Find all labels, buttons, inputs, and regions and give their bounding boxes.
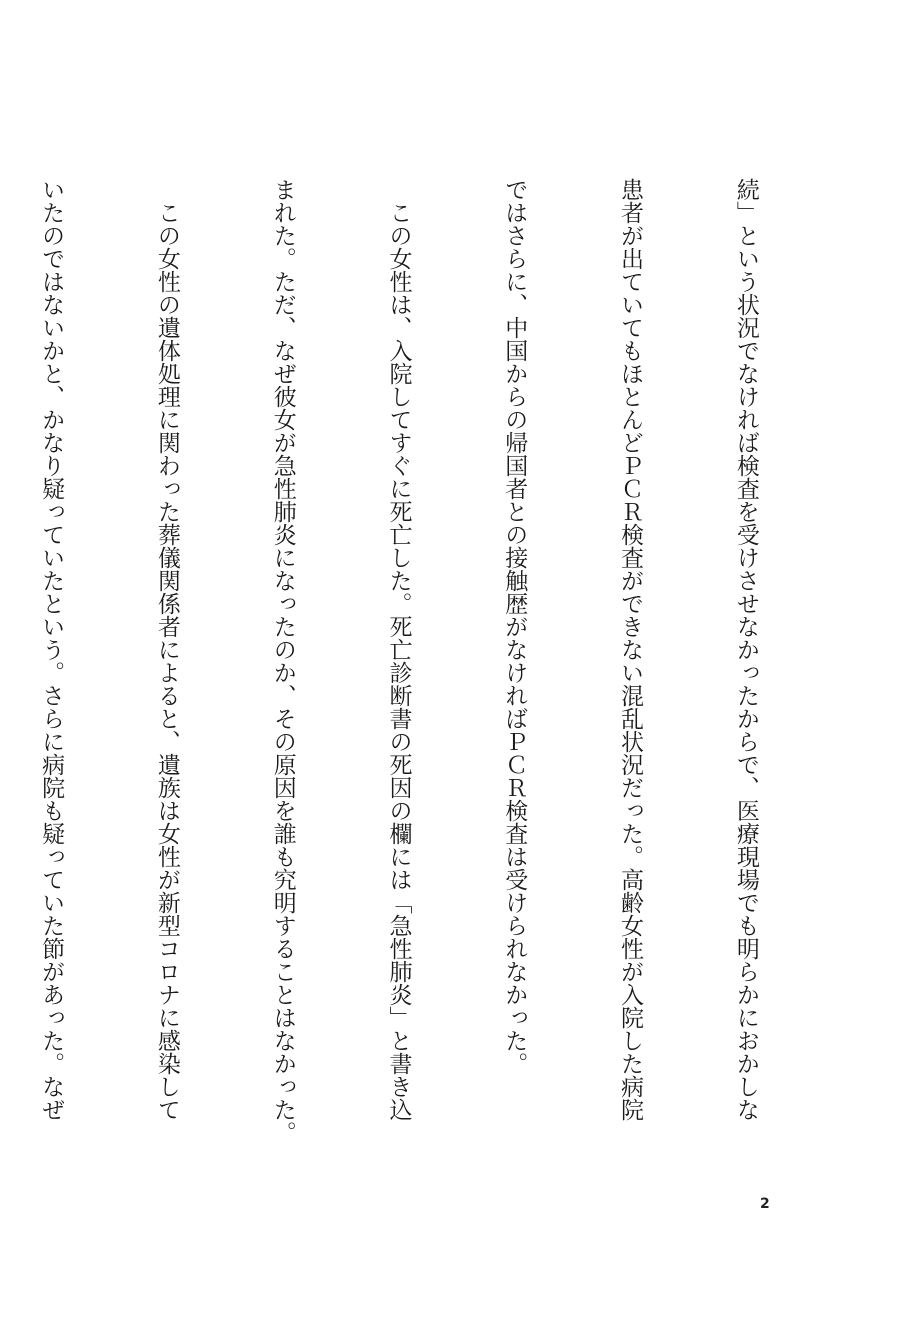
text-line: いたのではないかと、かなり疑っていたという。さらに病院も疑っていた節があった。なぜ	[38, 178, 65, 1121]
text-line: 続」という状況でなければ検査を受けさせなかったからで、医療現場でも明らかにおかしな	[732, 178, 759, 1121]
text-line: この女性は、入院してすぐに死亡した。死亡診断書の死因の欄には「急性肺炎」と書き込	[385, 178, 412, 1121]
vertical-text-block	[38, 178, 842, 1180]
text-line: 患者が出ていてもほとんどＰＣＲ検査ができない混乱状況だった。高齢女性が入院した病院	[617, 178, 644, 1121]
text-line: この女性の遺体処理に関わった葬儀関係者によると、遺族は女性が新型コロナに感染して	[153, 178, 180, 1121]
text-line: まれた。ただ、なぜ彼女が急性肺炎になったのか、その原因を誰も究明することはなかった。	[269, 178, 296, 1144]
text-line: ではさらに、中国からの帰国者との接触歴がなければＰＣＲ検査は受けられなかった。	[501, 178, 528, 1075]
page-number: 2	[760, 1196, 770, 1212]
